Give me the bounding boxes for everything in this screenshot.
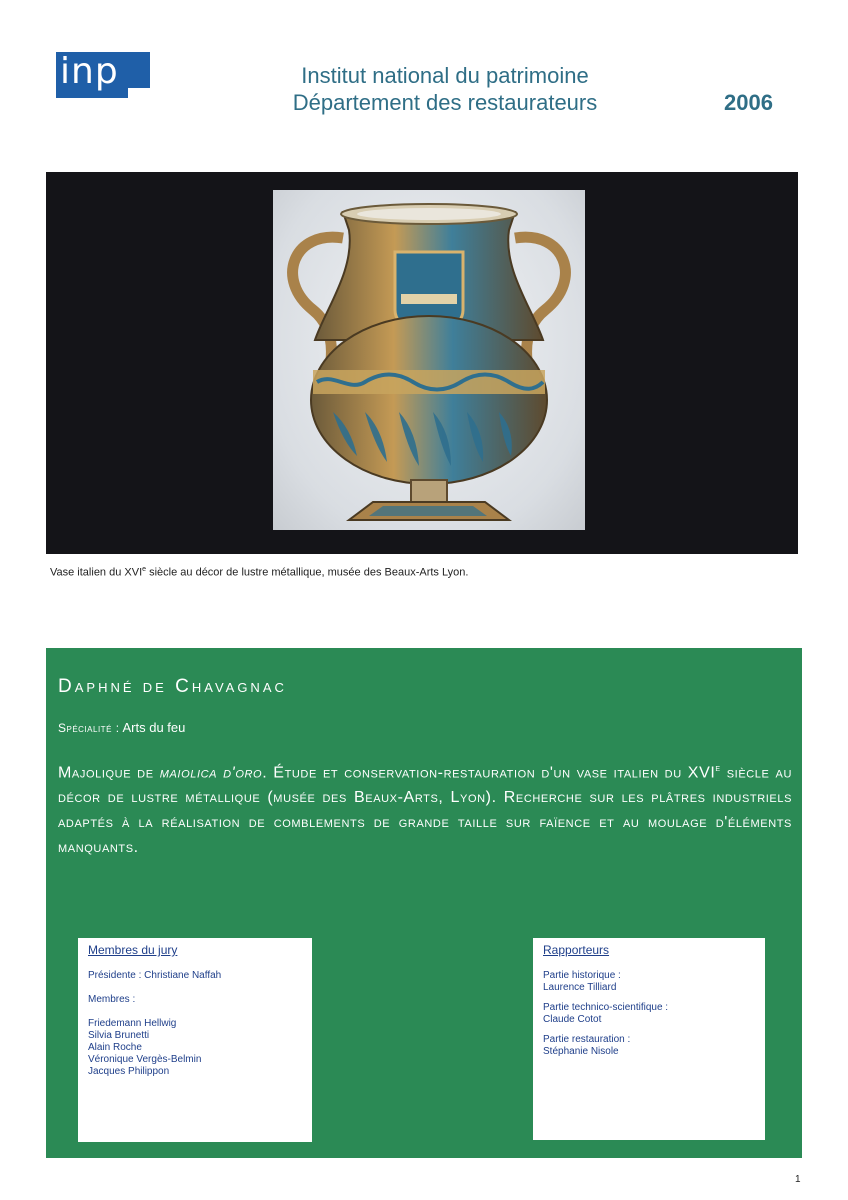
rapporteurs-box [533, 938, 765, 1140]
spacer [543, 994, 755, 1002]
rapporteurs-heading: Rapporteurs [543, 943, 610, 957]
restauration-label: Partie restauration : [543, 1034, 631, 1045]
members-label: Membres : [88, 994, 136, 1005]
institution-name: Institut national du patrimoine [301, 63, 589, 88]
thesis-superscript: e [715, 763, 721, 774]
page-mark: 1 [795, 1174, 801, 1185]
inp-logo [56, 52, 150, 98]
spacer [88, 1006, 302, 1018]
thesis-italic: maiolica d'oro [159, 764, 263, 782]
spacer [88, 982, 302, 994]
jury-member: Alain Roche [88, 1042, 142, 1053]
caption-text-start: Vase italien du XVI [50, 566, 143, 579]
jury-heading: Membres du jury [88, 943, 178, 957]
caption-superscript: e [142, 566, 147, 573]
jury-member: Friedemann Hellwig [88, 1018, 177, 1029]
logo-text: inp [60, 51, 119, 92]
president-label: Présidente : [88, 970, 142, 981]
jury-box [78, 938, 312, 1142]
president-name: Christiane Naffah [144, 970, 222, 981]
historique-name: Laurence Tilliard [543, 982, 617, 993]
author-name: Daphné de Chavagnac [58, 676, 287, 697]
vase-illustration [273, 190, 585, 530]
speciality-value: Arts du feu [122, 720, 186, 735]
historique-label: Partie historique : [543, 970, 621, 981]
speciality-line [58, 720, 185, 735]
vase-photo [46, 172, 798, 554]
department-name: Département des restaurateurs [292, 90, 598, 115]
institution-heading [260, 62, 630, 116]
thesis-part-2: . Étude et conservation-restauration d'un vase italien du XVI [262, 764, 716, 782]
jury-member: Jacques Philippon [88, 1066, 170, 1077]
photo-caption [50, 566, 468, 579]
jury-member: Véronique Vergès-Belmin [88, 1054, 202, 1065]
thesis-part-1: Majolique de [58, 764, 160, 782]
jury-president [88, 970, 302, 982]
speciality-label: Spécialité : [58, 721, 120, 735]
jury-member: Silvia Brunetti [88, 1030, 150, 1041]
spacer [543, 1026, 755, 1034]
thesis-title [58, 756, 792, 860]
caption-text-end: siècle au décor de lustre métallique, musée des Beaux-Arts Lyon. [146, 566, 469, 579]
technico-label: Partie technico-scientifique : [543, 1002, 669, 1013]
vase-photo-backdrop [273, 190, 585, 530]
profile-panel [46, 648, 802, 1158]
restauration-name: Stéphanie Nisole [543, 1046, 619, 1057]
logo-notch [128, 88, 150, 98]
thesis-part-3: siècle au décor de lustre métallique (musée des Beaux-Arts, Lyon). Recherche sur les plâtres industriels adaptés à la réalisation de comblements de grande taille sur faïence et au moulage d'éléments manquants. [58, 764, 792, 857]
technico-name: Claude Cotot [543, 1014, 602, 1025]
year-label: 2006 [724, 90, 773, 115]
